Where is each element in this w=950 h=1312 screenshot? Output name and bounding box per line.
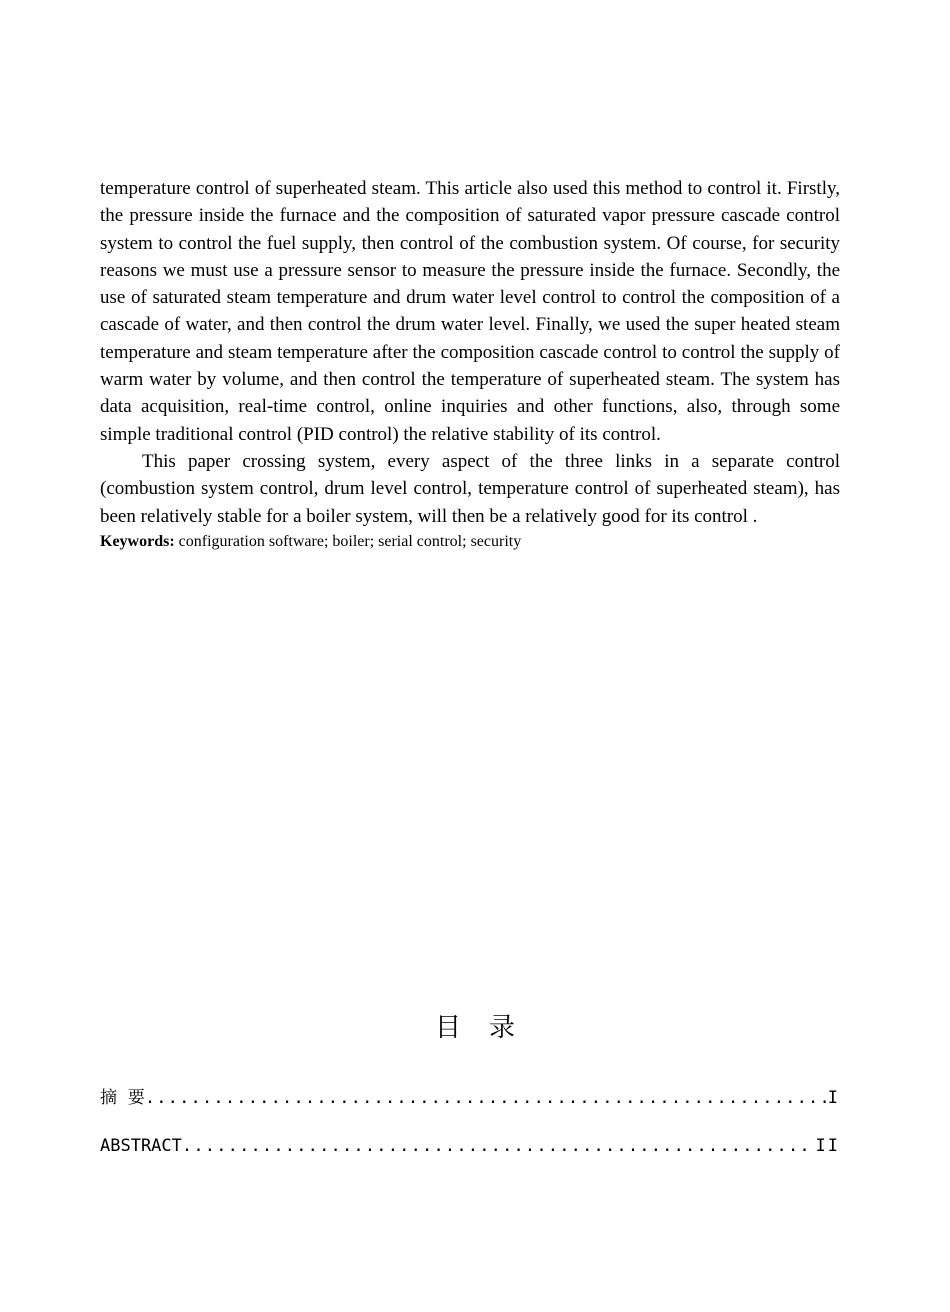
toc-entry-label: ABSTRACT: [100, 1136, 182, 1156]
toc-leader-dots: [145, 1086, 826, 1110]
toc-page-number: II: [815, 1136, 840, 1156]
abstract-body: [100, 175, 840, 552]
toc-title: [0, 1008, 950, 1048]
keywords-label: Keywords:: [100, 532, 175, 550]
toc-entry-abstract-en[interactable]: [100, 1134, 840, 1158]
toc-title-char-2: 录: [489, 1013, 516, 1043]
toc-title-char-1: 目: [434, 1013, 461, 1043]
abstract-paragraph-1: temperature control of superheated steam. This article also used this method to control it. Firstly, the pressure inside the furnace and the composition of saturated vapor pressure cascade control system to control the fuel supply, then control of the combustion system. Of course, for security reasons we must use a pressure sensor to measure the pressure inside the furnace. Secondly, the use of saturated steam temperature and drum water level control to control the composition of a cascade of water, and then control the drum water level. Finally, we used the super heated steam temperature and steam temperature after the composition cascade control to control the supply of warm water by volume, and then control the temperature of superheated steam. The system has data acquisition, real-time control, online inquiries and other functions, also, through some simple traditional control (PID control) the relative stability of its control.: [100, 178, 840, 445]
toc-page-number: I: [827, 1088, 840, 1108]
keywords-value: configuration software; boiler; serial control; security: [178, 532, 522, 550]
abstract-paragraph-2: This paper crossing system, every aspect of the three links in a separate control (combustion system control, drum level control, temperature control of superheated steam), has been relatively stable for a boiler system, will then be a relatively good for its control .: [100, 450, 840, 527]
toc-entry-abstract-cn[interactable]: [100, 1086, 840, 1110]
toc-leader-dots: [182, 1134, 814, 1158]
keywords-line: [100, 532, 840, 552]
toc-entry-label: 摘 要: [100, 1088, 145, 1108]
